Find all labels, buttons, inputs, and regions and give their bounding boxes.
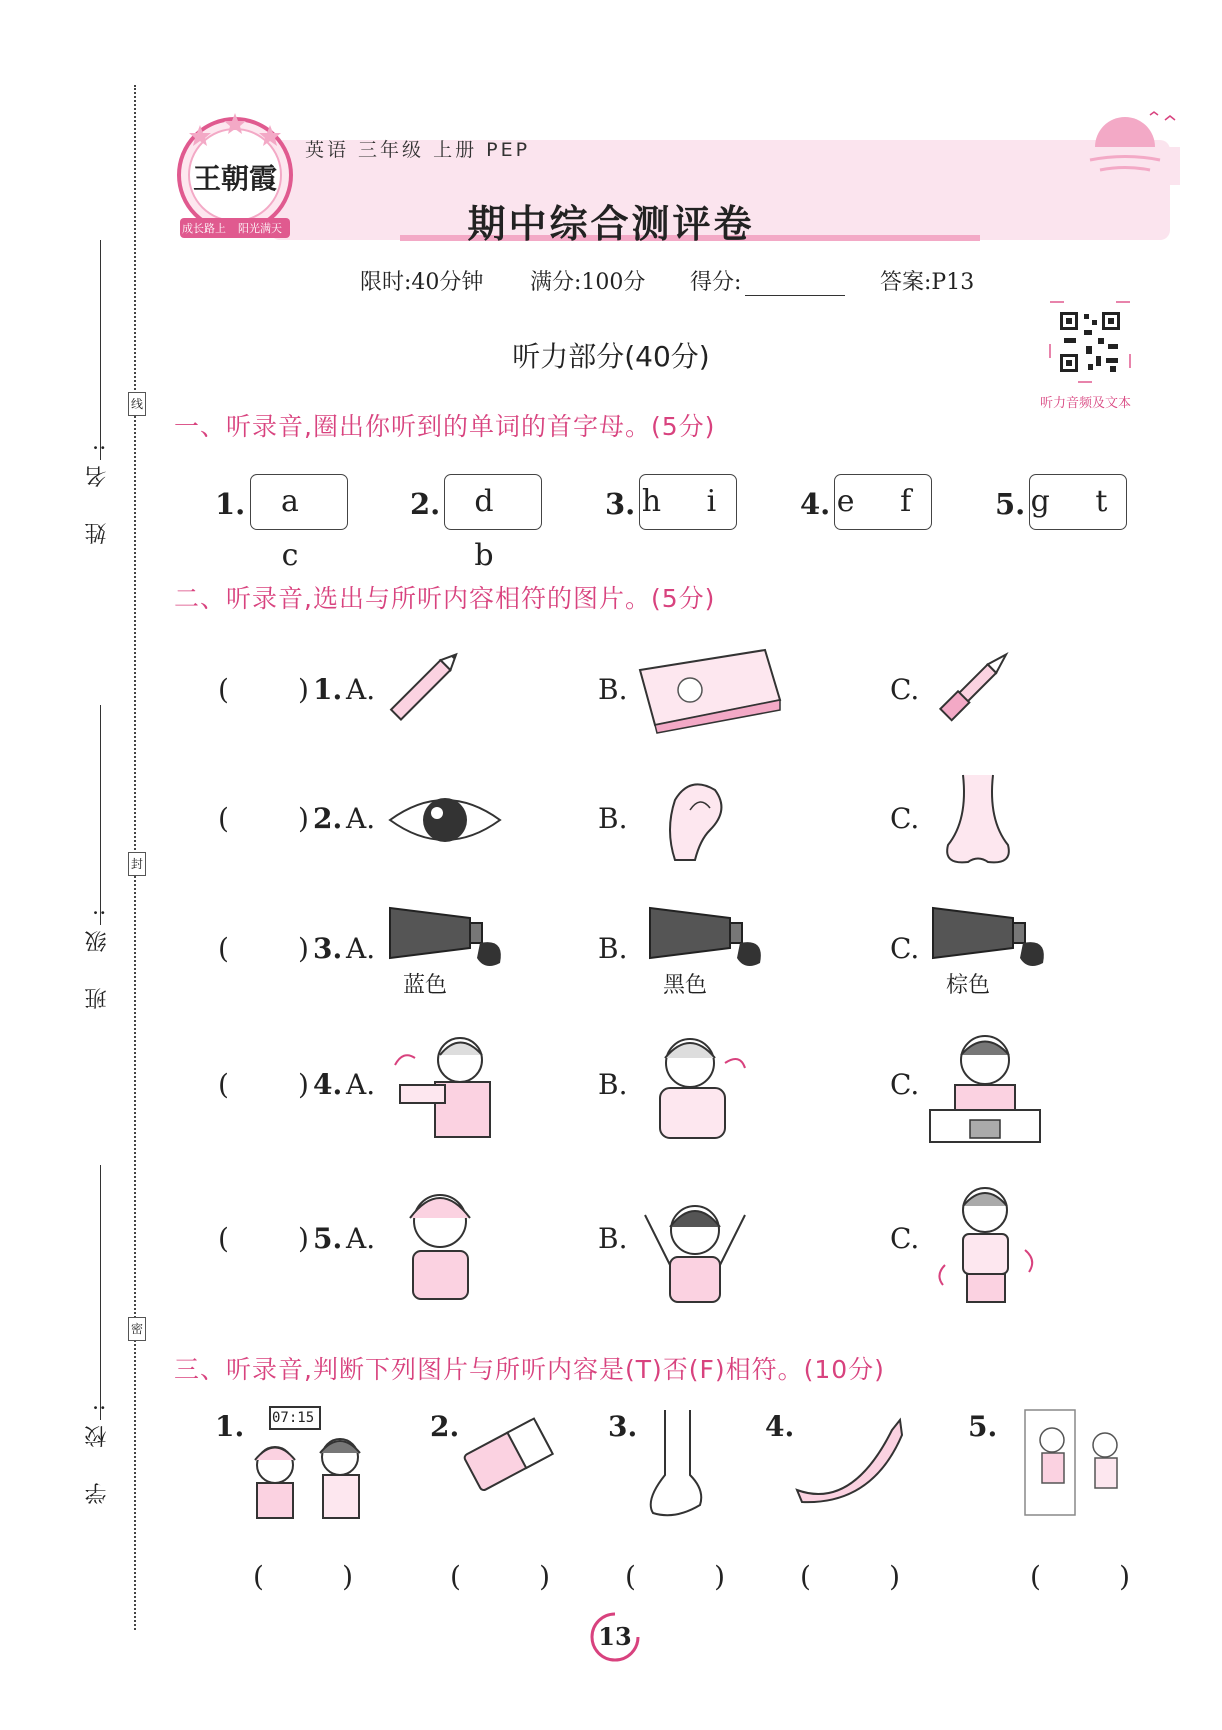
sunset-icon	[1080, 105, 1180, 185]
answer-paren-open[interactable]: (	[218, 1068, 229, 1101]
logo-text: 王朝霞	[192, 162, 277, 195]
answer-paren-close[interactable]: )	[298, 1068, 309, 1101]
s1-letter-box[interactable]: a c	[250, 474, 348, 530]
option-c-label: C.	[890, 673, 920, 706]
tf-answer-slot[interactable]: ( )	[800, 1560, 900, 1593]
option-b-label: B.	[598, 673, 628, 706]
option-a-label: A.	[346, 673, 376, 706]
girl-touch-face-icon[interactable]	[385, 1183, 495, 1303]
paint-tube-icon[interactable]	[645, 903, 775, 973]
name-label: 姓 名:	[85, 430, 110, 545]
tf-answer-slot[interactable]: ( )	[1030, 1560, 1130, 1593]
option-c-label: C.	[890, 932, 920, 965]
s1-item-num: 5.	[995, 487, 1026, 521]
part-title: 听力部分(40分)	[512, 340, 710, 373]
paint-color-caption: 蓝色	[403, 973, 448, 998]
option-c-label: C.	[890, 1222, 920, 1255]
option-c-label: C.	[890, 802, 920, 835]
question-number: 3.	[313, 932, 343, 965]
logo-slogan-right: 阳光满天	[238, 222, 282, 235]
s1-item-num: 4.	[800, 487, 831, 521]
score-field[interactable]	[690, 265, 845, 296]
paint-tube-icon[interactable]	[928, 903, 1058, 973]
option-a-label: A.	[346, 1222, 376, 1255]
option-a-label: A.	[346, 932, 376, 965]
s3-item-num: 1.	[215, 1410, 245, 1443]
boy-shake-icon[interactable]	[925, 1180, 1045, 1305]
score-label: 得分:	[690, 270, 742, 295]
answer-paren-open[interactable]: (	[218, 802, 229, 835]
paint-color-caption: 棕色	[946, 973, 991, 998]
paint-tube-icon[interactable]	[385, 903, 515, 973]
time-limit: 限时:40分钟	[360, 270, 484, 295]
answer-paren-open[interactable]: (	[218, 932, 229, 965]
boy-book-icon[interactable]	[925, 1030, 1045, 1145]
family-door-icon[interactable]	[1020, 1405, 1130, 1520]
score-blank[interactable]	[745, 277, 845, 296]
section3-heading: 三、听录音,判断下列图片与所听内容是(T)否(F)相符。(10分)	[174, 1355, 885, 1384]
tf-answer-slot[interactable]: ( )	[253, 1560, 353, 1593]
option-b-label: B.	[598, 802, 628, 835]
s1-letter-box[interactable]: g t	[1029, 474, 1127, 530]
seal-char: 封	[128, 852, 146, 876]
option-c-label: C.	[890, 1068, 920, 1101]
answer-paren-close[interactable]: )	[298, 802, 309, 835]
school-label: 学 校:	[85, 1390, 110, 1505]
class-label: 班 级:	[85, 895, 110, 1010]
paint-color-caption: 黑色	[663, 973, 708, 998]
clock-readout: 07:15	[272, 1410, 315, 1426]
eraser-icon[interactable]	[458, 1410, 558, 1500]
girl-wave-hands-icon[interactable]	[630, 1185, 760, 1305]
nose-icon[interactable]	[938, 770, 1018, 870]
answer-paren-close[interactable]: )	[298, 673, 309, 706]
option-b-label: B.	[598, 1068, 628, 1101]
section1-heading: 一、听录音,圈出你听到的单词的首字母。(5分)	[174, 412, 716, 441]
option-b-label: B.	[598, 1222, 628, 1255]
question-number: 5.	[313, 1222, 343, 1255]
s1-letter-box[interactable]: h i	[639, 474, 737, 530]
s1-item-num: 2.	[410, 487, 441, 521]
school-line[interactable]	[100, 1165, 101, 1420]
seal-char: 密	[128, 1317, 146, 1341]
logo-slogan-left: 成长路上	[182, 222, 226, 235]
boy-backpack-icon[interactable]	[635, 1028, 755, 1143]
seal-char: 线	[128, 392, 146, 416]
pencil-box-icon[interactable]	[635, 645, 785, 735]
banana-icon[interactable]	[792, 1410, 907, 1510]
boy-open-box-icon[interactable]	[385, 1030, 515, 1140]
tf-answer-slot[interactable]: ( )	[450, 1560, 550, 1593]
s1-item-num: 3.	[605, 487, 636, 521]
s1-item-num: 1.	[215, 487, 246, 521]
s1-letter-box[interactable]: d b	[444, 474, 542, 530]
question-number: 1.	[313, 673, 343, 706]
ear-icon[interactable]	[655, 770, 735, 870]
answer-paren-close[interactable]: )	[298, 932, 309, 965]
option-a-label: A.	[346, 802, 376, 835]
option-b-label: B.	[598, 932, 628, 965]
section2-heading: 二、听录音,选出与所听内容相符的图片。(5分)	[174, 584, 716, 613]
pencil-icon[interactable]	[380, 645, 470, 730]
page-number: 13	[598, 1622, 632, 1651]
qr-caption: 听力音频及文本	[1040, 396, 1132, 411]
option-a-label: A.	[346, 1068, 376, 1101]
answer-paren-close[interactable]: )	[298, 1222, 309, 1255]
s3-item-num: 3.	[608, 1410, 638, 1443]
s3-item-num: 2.	[430, 1410, 460, 1443]
question-number: 4.	[313, 1068, 343, 1101]
eye-icon[interactable]	[385, 785, 505, 855]
answer-paren-open[interactable]: (	[218, 673, 229, 706]
class-line[interactable]	[100, 705, 101, 925]
page-title: 期中综合测评卷	[467, 202, 755, 246]
foot-icon[interactable]	[635, 1405, 715, 1520]
tf-answer-slot[interactable]: ( )	[625, 1560, 725, 1593]
answer-ref: 答案:P13	[880, 270, 975, 295]
question-number: 2.	[313, 802, 343, 835]
full-score: 满分:100分	[530, 270, 646, 295]
pen-icon[interactable]	[930, 645, 1020, 730]
s3-item-num: 5.	[968, 1410, 998, 1443]
s3-item-num: 4.	[765, 1410, 795, 1443]
answer-paren-open[interactable]: (	[218, 1222, 229, 1255]
s1-letter-box[interactable]: e f	[834, 474, 932, 530]
subject-line: 英语 三年级 上册 PEP	[305, 139, 531, 161]
